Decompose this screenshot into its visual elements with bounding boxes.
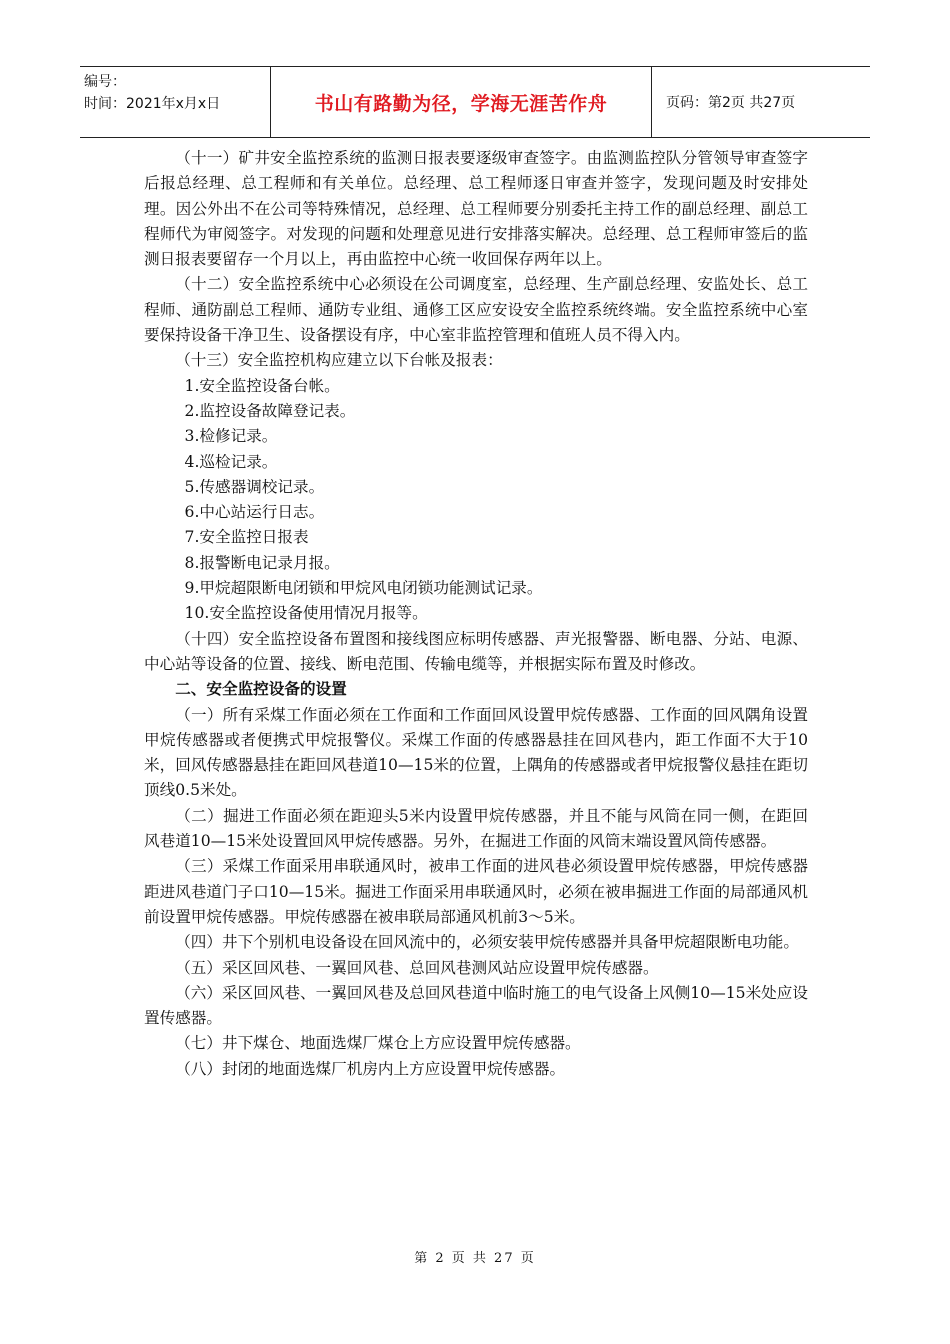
list-item: 3.检修记录。 — [184, 427, 278, 446]
paragraph: （十一）矿井安全监控系统的监测日报表要逐级审查签字。由监测监控队分管领导审查签字后报总经理、总工程师和有关单位。总经理、总工程师逐日审查并签字，发现问题及时安排处理。因公外出不在公司等特殊情况，总经理、总工程师要分别委托主持工作的副总经理、副总工程师代为审阅签字。对发现的问题和处理意见进行安排落实解决。总经理、总工程师审签后的监测日报表要留存一个月以上，再由监控中心统一收回保存两年以上。 — [144, 149, 808, 269]
page-footer: 第 2 页 共 27 页 — [414, 1251, 536, 1266]
paragraph: （七）井下煤仓、地面选煤厂煤仓上方应设置甲烷传感器。 — [175, 1034, 581, 1053]
header-page-info: 页码：第2页 共27页 — [666, 95, 796, 111]
paragraph: （十二）安全监控系统中心必须设在公司调度室，总经理、生产副总经理、安监处长、总工程师、通防副总工程师、通防专业组、通修工区应安设安全监控系统终端。安全监控系统中心室要保持设备干净卫生、设备摆设有序，中心室非监控管理和值班人员不得入内。 — [144, 275, 808, 345]
document-time: 时间：2021年x月x日 — [84, 96, 221, 112]
paragraph: （二）掘进工作面必须在距迎头5米内设置甲烷传感器，并且不能与风筒在同一侧，在距回风巷道10—15米处设置回风甲烷传感器。另外，在掘进工作面的风筒末端设置风筒传感器。 — [144, 806, 808, 851]
paragraph: （十四）安全监控设备布置图和接线图应标明传感器、声光报警器、断电器、分站、电源、中心站等设备的位置、接线、断电范围、传输电缆等，并根据实际布置及时修改。 — [144, 629, 808, 673]
list-item: 5.传感器调校记录。 — [184, 477, 325, 496]
paragraph: （六）采区回风巷、一翼回风巷及总回风巷道中临时施工的电气设备上风侧10—15米处应设置传感器。 — [144, 983, 808, 1028]
page-header — [80, 66, 870, 138]
list-item: 10.安全监控设备使用情况月报等。 — [184, 604, 428, 623]
document-number: 编号： — [84, 74, 126, 90]
section-heading: 二、安全监控设备的设置 — [175, 680, 347, 699]
header-meta — [80, 67, 270, 137]
list-item: 7.安全监控日报表 — [184, 528, 309, 547]
paragraph: （五）采区回风巷、一翼回风巷、总回风巷测风站应设置甲烷传感器。 — [175, 958, 659, 977]
list-item: 8.报警断电记录月报。 — [184, 553, 340, 572]
list-item: 6.中心站运行日志。 — [184, 503, 325, 522]
document-body — [144, 146, 808, 1082]
paragraph: （十三）安全监控机构应建立以下台帐及报表： — [175, 351, 503, 370]
header-motto: 书山有路勤为径，学海无涯苦作舟 — [270, 67, 652, 137]
paragraph: （四）井下个别机电设备设在回风流中的，必须安装甲烷传感器并具备甲烷超限断电功能。 — [175, 933, 799, 952]
paragraph: （八）封闭的地面选煤厂机房内上方应设置甲烷传感器。 — [175, 1059, 566, 1078]
paragraph: （一）所有采煤工作面必须在工作面和工作面回风设置甲烷传感器、工作面的回风隅角设置甲烷传感器或者便携式甲烷报警仪。采煤工作面的传感器悬挂在回风巷内，距工作面不大于10米，回风传感器悬挂在距回风巷道10—15米的位置，上隅角的传感器或者甲烷报警仪悬挂在距切顶线0.5米处。 — [144, 705, 808, 800]
paragraph: （三）采煤工作面采用串联通风时，被串工作面的进风巷必须设置甲烷传感器，甲烷传感器距进风巷道门子口10—15米。掘进工作面采用串联通风时，必须在被串掘进工作面的局部通风机前设置甲烷传感器。甲烷传感器在被串联局部通风机前3～5米。 — [144, 857, 808, 926]
list-item: 9.甲烷超限断电闭锁和甲烷风电闭锁功能测试记录。 — [184, 579, 543, 598]
list-item: 2.监控设备故障登记表。 — [184, 401, 356, 420]
list-item: 4.巡检记录。 — [184, 452, 278, 471]
list-item: 1.安全监控设备台帐。 — [184, 376, 340, 395]
